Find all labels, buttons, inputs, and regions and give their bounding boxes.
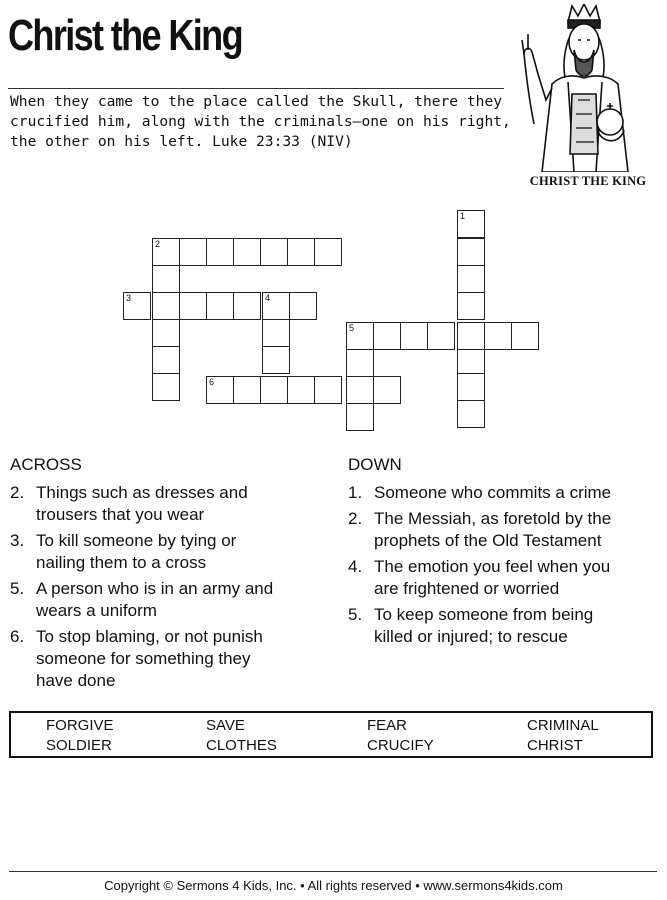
- crossword-cell[interactable]: [152, 346, 180, 374]
- crossword-cell[interactable]: [206, 238, 234, 266]
- crossword-cell[interactable]: [400, 322, 428, 350]
- word-bank-word: SOLDIER: [46, 737, 112, 754]
- across-clue: [10, 578, 330, 622]
- crossword-cell[interactable]: [484, 322, 512, 350]
- crossword-cell[interactable]: [346, 322, 374, 350]
- word-bank-word: CHRIST: [527, 737, 583, 754]
- crossword-cell[interactable]: [457, 238, 485, 266]
- verse-line: crucified him, along with the criminals—one on his right,: [10, 113, 511, 130]
- clue-text: Someone who commits a crime: [374, 483, 612, 502]
- down-clue: [348, 556, 660, 600]
- clue-number: 4.: [348, 557, 363, 576]
- word-bank-word: CRUCIFY: [367, 737, 434, 754]
- clue-text: trousers that you wear: [36, 505, 205, 524]
- clue-text: wears a uniform: [36, 601, 157, 620]
- crossword-cell[interactable]: [457, 373, 485, 401]
- clue-text: killed or injured; to rescue: [374, 627, 568, 646]
- crossword-cell[interactable]: [457, 265, 485, 293]
- clue-number: 4: [265, 293, 271, 303]
- crossword-cell[interactable]: [457, 292, 485, 320]
- crossword-cell[interactable]: [152, 238, 180, 266]
- clue-number: 6: [209, 377, 215, 387]
- down-clue: [348, 482, 660, 504]
- crossword-cell[interactable]: [233, 292, 261, 320]
- clue-text: A person who is in an army and: [36, 579, 274, 598]
- crossword-cell[interactable]: [262, 319, 290, 347]
- crossword-cell[interactable]: [260, 238, 288, 266]
- crossword-cell[interactable]: [346, 403, 374, 431]
- down-clue: [348, 508, 660, 552]
- down-clue-list: [348, 482, 660, 652]
- clue-number: 6.: [10, 627, 25, 646]
- crossword-cell[interactable]: [152, 373, 180, 401]
- across-clue-list: [10, 482, 330, 696]
- clue-text: The emotion you feel when you: [374, 557, 611, 576]
- crossword-cell[interactable]: [457, 346, 485, 374]
- page-title: Christ the King: [8, 11, 242, 60]
- across-clue: [10, 530, 330, 574]
- crossword-cell[interactable]: [152, 265, 180, 293]
- clue-text: prophets of the Old Testament: [374, 531, 602, 550]
- crossword-cell[interactable]: [179, 292, 207, 320]
- crossword-cell[interactable]: [511, 322, 539, 350]
- clue-number: 3: [126, 293, 132, 303]
- down-clue: [348, 604, 660, 648]
- down-heading: DOWN: [348, 455, 402, 474]
- crossword-cell[interactable]: [233, 238, 261, 266]
- crossword-cell[interactable]: [206, 376, 234, 404]
- crossword-cell[interactable]: [289, 292, 317, 320]
- illustration-caption: CHRIST THE KING: [529, 174, 647, 188]
- clue-number: 5.: [10, 579, 25, 598]
- crossword-cell[interactable]: [457, 210, 485, 238]
- crossword-cell[interactable]: [314, 376, 342, 404]
- crossword-cell[interactable]: [373, 322, 401, 350]
- word-bank-word: CLOTHES: [206, 737, 277, 754]
- crossword-cell[interactable]: [427, 322, 455, 350]
- clue-number: 5.: [348, 605, 363, 624]
- word-bank-word: FEAR: [367, 717, 408, 734]
- crossword-cell[interactable]: [262, 292, 290, 320]
- clue-text: To stop blaming, or not punish: [36, 627, 263, 646]
- across-clue: [10, 482, 330, 526]
- clue-text: To kill someone by tying or: [36, 531, 237, 550]
- crossword-cell[interactable]: [179, 238, 207, 266]
- clue-text: The Messiah, as foretold by the: [374, 509, 612, 528]
- clue-text: are frightened or worried: [374, 579, 560, 598]
- verse-line: When they came to the place called the Skull, there they: [10, 93, 503, 110]
- word-bank-word: CRIMINAL: [527, 717, 599, 734]
- crossword-cell[interactable]: [346, 349, 374, 377]
- clue-number: 1: [460, 211, 466, 221]
- crossword-cell[interactable]: [152, 292, 180, 320]
- footer-divider: [9, 871, 657, 872]
- crossword-cell[interactable]: [314, 238, 342, 266]
- clue-number: 1.: [348, 483, 363, 502]
- across-clue: [10, 626, 330, 692]
- crossword-cell[interactable]: [457, 322, 485, 350]
- crossword-cell[interactable]: [287, 376, 315, 404]
- crossword-cell[interactable]: [206, 292, 234, 320]
- crossword-cell[interactable]: [233, 376, 261, 404]
- verse-line: the other on his left. Luke 23:33 (NIV): [10, 133, 353, 150]
- copyright-footer: Copyright © Sermons 4 Kids, Inc. • All rights reserved • www.sermons4kids.com: [104, 878, 563, 893]
- clue-text: someone for something they: [36, 649, 251, 668]
- word-bank: [9, 711, 653, 758]
- clue-text: To keep someone from being: [374, 605, 594, 624]
- crossword-cell[interactable]: [123, 292, 151, 320]
- crossword-cell[interactable]: [373, 376, 401, 404]
- clue-text: have done: [36, 671, 116, 690]
- clue-number: 2.: [348, 509, 363, 528]
- crossword-cell[interactable]: [260, 376, 288, 404]
- across-heading: ACROSS: [10, 455, 82, 474]
- crossword-cell[interactable]: [262, 346, 290, 374]
- clue-number: 2: [155, 239, 161, 249]
- crossword-cell[interactable]: [287, 238, 315, 266]
- clue-number: 3.: [10, 531, 25, 550]
- crossword-cell[interactable]: [346, 376, 374, 404]
- crossword-cell[interactable]: [457, 400, 485, 428]
- word-bank-word: SAVE: [206, 717, 245, 734]
- crossword-cell[interactable]: [152, 319, 180, 347]
- word-bank-word: FORGIVE: [46, 717, 114, 734]
- clue-text: Things such as dresses and: [36, 483, 248, 502]
- clue-number: 5: [349, 323, 355, 333]
- clue-text: nailing them to a cross: [36, 553, 207, 572]
- clue-number: 2.: [10, 483, 25, 502]
